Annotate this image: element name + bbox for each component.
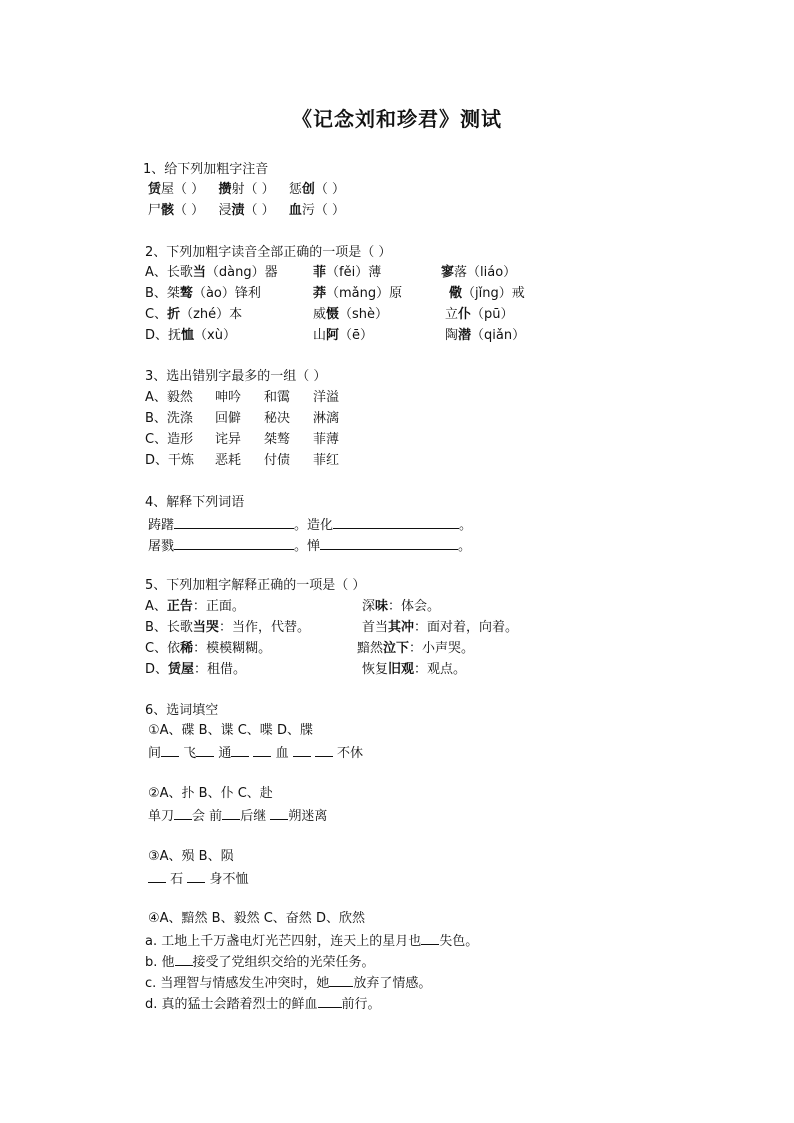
q3-c-3: 桀骜 [264,432,291,447]
q3-b-2: 回僻 [215,411,242,426]
q6-g4-options: ④A、黯然 B、毅然 C、奋然 D、欣然 [148,911,365,926]
q3-b-1: B、洗涤 [145,411,193,426]
q1-heading: 1、给下列加粗字注音 [143,162,269,177]
q2-d-2: 山阿（ē） [313,328,374,343]
q2-a-1: A、长歌当（dàng）器 [145,265,278,280]
q3-c-2: 诧异 [215,432,242,447]
q4-heading: 4、解释下列词语 [145,495,245,510]
q3-a-4: 洋溢 [313,390,340,405]
q6-g4-d: d. 真的猛士会踏着烈士的鲜血 前行。 [145,994,381,1014]
q5-c-left: C、依稀：模模糊糊。 [145,641,272,656]
q6-g2-fill: 单刀 会 前 后继 朔迷离 [148,806,327,826]
q2-heading: 2、下列加粗字读音全部正确的一项是（ ） [145,245,392,260]
q2-b-1: B、桀骜（ào）锋利 [145,286,261,301]
q6-g1-options: ①A、碟 B、谍 C、喋 D、牒 [148,723,313,738]
q4-item-2: 屠戮 。惮 。 [148,536,471,556]
q6-g2-options: ②A、扑 B、仆 C、赴 [148,786,273,801]
q1-row1: 赁屋（ ） 攒射（ ） 惩创（ ） [148,182,346,197]
q3-a-1: A、毅然 [145,390,193,405]
q5-b-left: B、长歌当哭：当作，代替。 [145,620,310,635]
page-title: 《记念刘和珍君》测试 [292,107,502,131]
q2-a-3: 寥落（liáo） [441,265,517,280]
q6-g3-fill: 石 身不恤 [148,869,248,889]
q3-c-1: C、造形 [145,432,194,447]
q3-d-1: D、干炼 [145,453,195,468]
q3-d-3: 付债 [264,453,291,468]
q2-c-1: C、折（zhé）本 [145,307,243,322]
q5-c-right: 黯然泣下：小声哭。 [357,641,475,656]
q3-a-2: 呻吟 [215,390,242,405]
q5-a-right: 深味：体会。 [362,599,441,614]
q6-g3-options: ③A、殒 B、陨 [148,849,234,864]
q3-a-3: 和霭 [264,390,291,405]
q3-c-4: 菲薄 [313,432,340,447]
q6-g4-c: c. 当理智与情感发生冲突时，她 放弃了情感。 [145,973,431,993]
q3-d-2: 恶耗 [215,453,242,468]
q3-heading: 3、选出错别字最多的一组（ ） [145,369,327,384]
q2-d-3: 陶潜（qiǎn） [445,328,526,343]
q2-a-2: 菲（fěi）薄 [313,265,382,280]
q5-d-left: D、赁屋：租借。 [145,662,247,677]
q5-b-right: 首当其冲：面对着，向着。 [362,620,519,635]
q2-c-3: 立仆（pū） [445,307,514,322]
q2-c-2: 威慑（shè） [313,307,389,322]
q3-b-4: 淋漓 [313,411,340,426]
q3-b-3: 秘决 [264,411,291,426]
q3-d-4: 菲红 [313,453,340,468]
q6-g4-b: b. 他 接受了党组织交给的光荣任务。 [145,952,375,972]
q6-g1-fill: 间 飞 通 血 不休 [148,743,363,763]
q5-d-right: 恢复旧观：观点。 [362,662,467,677]
q6-heading: 6、选词填空 [145,703,219,718]
q5-a-left: A、正告：正面。 [145,599,245,614]
q1-row2: 尸骸（ ） 浸渍（ ） 血污（ ） [148,203,346,218]
q2-b-3: 儆（jǐng）戒 [449,286,525,301]
q2-d-1: D、抚恤（xù） [145,328,236,343]
q4-item-1: 踌躇 。造化 。 [148,515,472,535]
q5-heading: 5、下列加粗字解释正确的一项是（ ） [145,578,366,593]
q6-g4-a: a. 工地上千万盏电灯光芒四射，连天上的星月也 失色。 [145,931,478,951]
q2-b-2: 莽（mǎng）原 [313,286,403,301]
